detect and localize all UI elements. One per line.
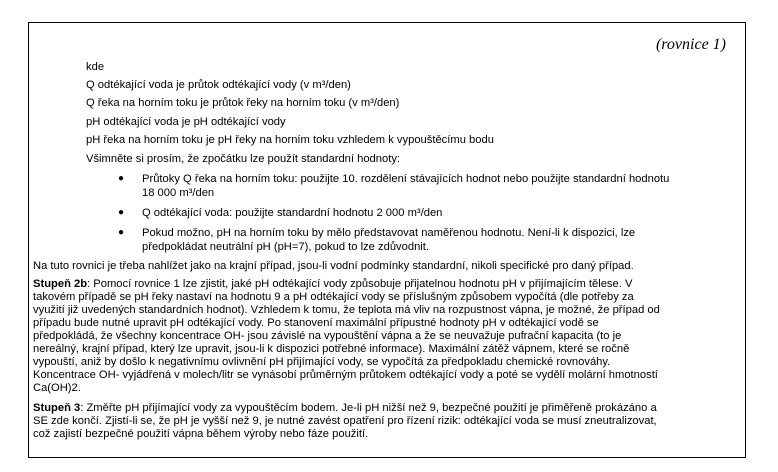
step2b-line-9: Ca(OH)2.: [33, 382, 81, 394]
definition-ph-effluent: pH odtékající voda je pH odtékající vody: [86, 116, 286, 128]
edge-case-note: Na tuto rovnici je třeba nahlížet jako na krajní případ, jsou-li vodní podmínky standardní, nikoli specifické pro daný případ.: [33, 260, 634, 272]
bullet-icon: ●: [118, 227, 125, 238]
bullet-3-line-1: Pokud možno, pH na horním toku by mělo představovat naměřenou hodnotu. Není-li k dispozici, lze: [142, 227, 636, 239]
bullet-3-line-2: předpokládat neutrální pH (pH=7), pokud to lze zdůvodnit.: [142, 241, 430, 253]
step2b-line-1: [33, 277, 632, 291]
bullet-icon: ●: [118, 173, 125, 184]
step2b-line-7: vypouští, aniž by došlo k negativnímu ovlivnění pH přijímající vody, se vypočítá za předpokladu chemické rovnováhy.: [33, 356, 611, 368]
bullet-2-line-1: Q odtékající voda: použijte standardní hodnotu 2 000 m³/den: [142, 207, 443, 219]
definition-ph-river: pH řeka na horním toku je pH řeky na horním toku vzhledem k vypouštěcímu bodu: [86, 134, 494, 146]
bullet-1-line-1: Průtoky Q řeka na horním toku: použijte 10. rozdělení stávajících hodnot nebo použijte standardní hodnotu: [142, 173, 670, 185]
bullet-1-line-2: 18 000 m³/den: [142, 187, 215, 199]
step2b-line-8: Koncentrace OH- vyjádřená v molech/litr se vynásobí průměrným průtokem odtékající vody a poté se vydělí molární hmotností: [33, 369, 658, 381]
bullet-icon: ●: [118, 207, 125, 218]
step3-line-2: SE zde končí. Zjistí-li se, že pH je vyšší než 9, je nutné zavést opatření pro řízení rizik: odtékající voda se musí zneutralizovat,: [33, 415, 657, 427]
step2b-line-4: případu bude nutné upravit pH odtékající vody. Po stanovení maximální přípustné hodnoty pH v odtékající vodě se: [33, 317, 599, 329]
step2b-line-2: takovém případě se pH řeky nastaví na hodnotu 9 a pH odtékající vody se příslušným způsobem vypočítá (dle potřeby za: [33, 291, 634, 303]
step2b-line-3: využití již uvedených standardních hodnot). Vzhledem k tomu, že teplota má vliv na rozpustnost vápna, je možné, že případ od: [33, 304, 660, 316]
standard-values-intro: Všimněte si prosím, že zpočátku lze použít standardní hodnoty:: [86, 153, 401, 165]
step2b-line-6: nereálný, krajní případ, který lze upravit, jsou-li k dispozici potřebné informace). Maximální zátěž vápnem, které se ročně: [33, 343, 630, 355]
step2b-line-5: předpokládá, že všechny koncentrace OH- jsou závislé na vypouštění vápna a že se neuvažuje pufrační kapacita (to je: [33, 330, 622, 342]
step3-text: : Změřte pH přijímající vody za vypouštěcím bodem. Je-li pH nižší než 9, bezpečné použití je přiměřeně prokázáno a: [80, 402, 657, 414]
kde-label: kde: [86, 61, 105, 73]
step2b-label: Stupeň 2b: [33, 278, 88, 290]
step3-line-3: což zajistí bezpečné použití vápna během výroby nebo fáze použití.: [33, 428, 369, 440]
equation-label: (rovnice 1): [655, 36, 726, 53]
step3-label: Stupeň 3: [33, 402, 81, 414]
step2b-text: : Pomocí rovnice 1 lze zjistit, jaké pH odtékající vody způsobuje přijatelnou hodnotu pH v přijímajícím tělese. V: [87, 278, 633, 290]
definition-q-effluent: Q odtékající voda je průtok odtékající vody (v m³/den): [86, 79, 351, 91]
definition-q-river: Q řeka na horním toku je průtok řeky na horním toku (v m³/den): [86, 97, 400, 109]
step3-line-1: [33, 401, 657, 415]
